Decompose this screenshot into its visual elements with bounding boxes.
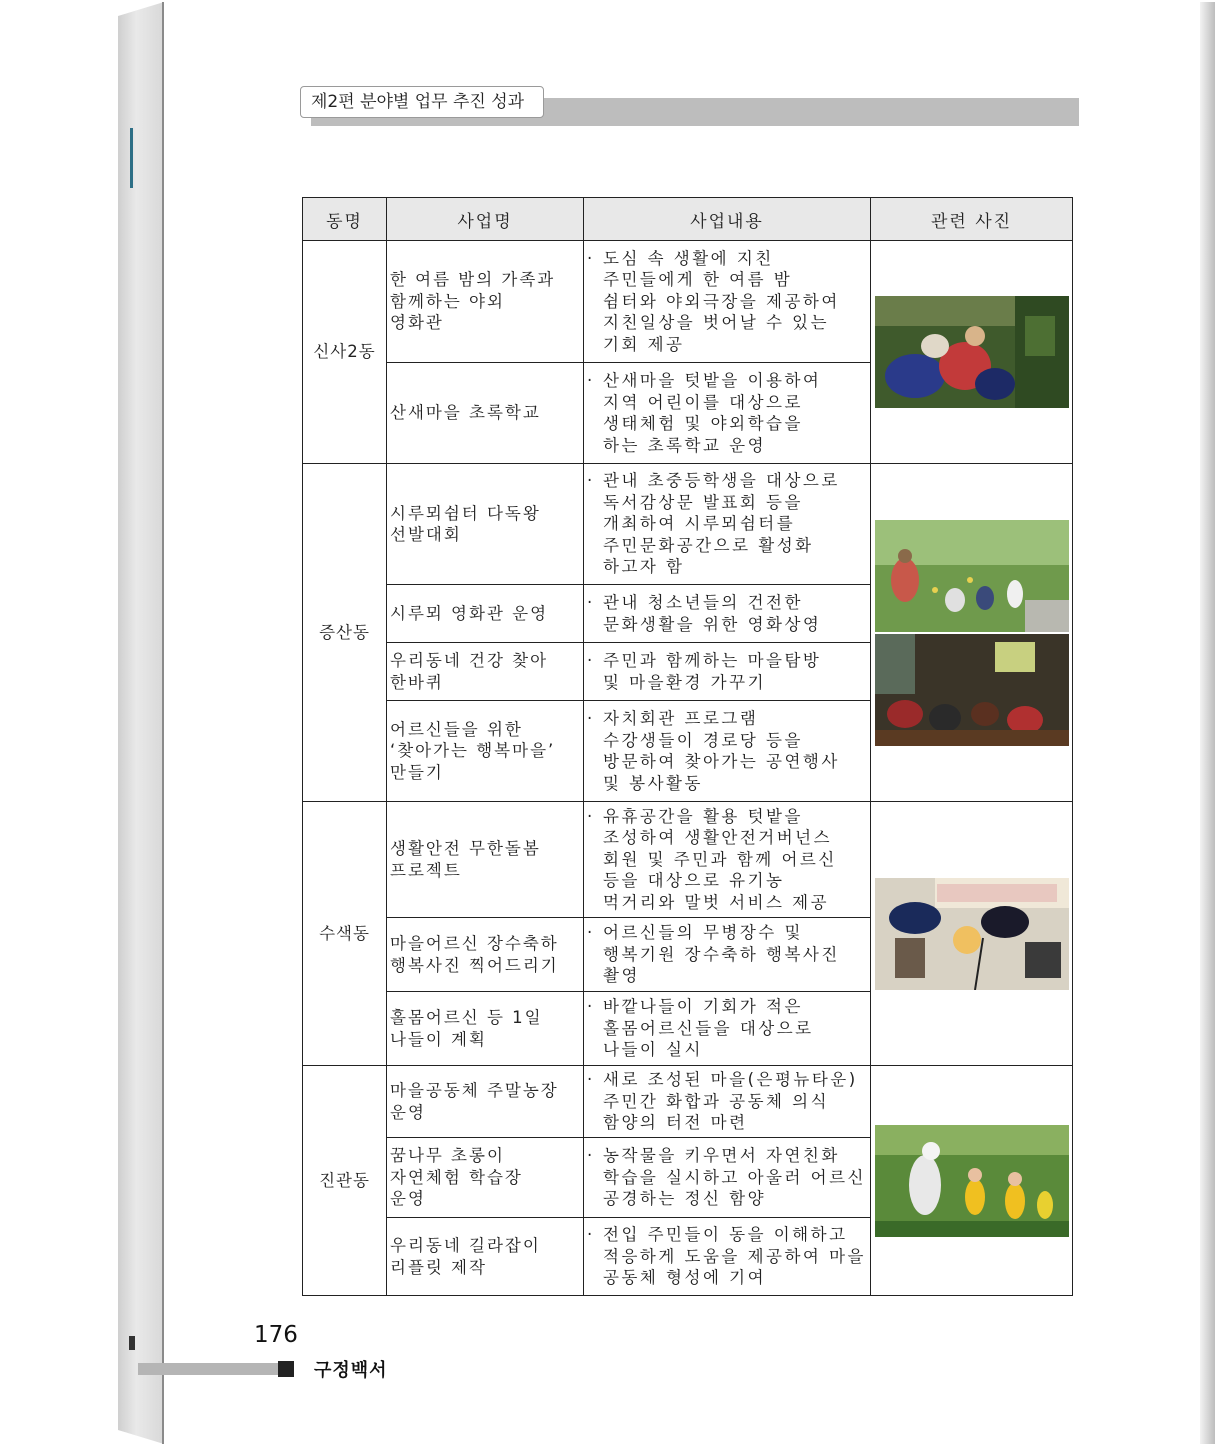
spine-footer-marker	[129, 1336, 135, 1350]
project-content-cell: · 전입 주민들이 동을 이해하고 적응하게 도움을 제공하여 마을 공동체 형성에 기여	[584, 1218, 871, 1296]
book-spine	[118, 2, 164, 1444]
page-number: 176	[254, 1322, 298, 1348]
project-name-cell: 마을어르신 장수축하 행복사진 찍어드리기	[387, 918, 584, 992]
project-name-cell: 꿈나무 초롱이 자연체험 학습장 운영	[387, 1138, 584, 1218]
project-table	[302, 197, 1073, 1296]
project-content-cell: · 산새마을 텃밭을 이용하여 지역 어린이를 대상으로 생태체험 및 야외학습을 하는 초록학교 운영	[584, 363, 871, 464]
project-name-cell: 우리동네 건강 찾아 한바퀴	[387, 643, 584, 701]
table-row	[303, 464, 1073, 585]
photo-cell	[871, 241, 1073, 464]
header-dong: 동명	[303, 198, 387, 241]
project-content-cell: · 어르신들의 무병장수 및 행복기원 장수축하 행복사진 촬영	[584, 918, 871, 992]
project-name-cell: 시루뫼 영화관 운영	[387, 585, 584, 643]
photo-cell	[871, 1066, 1073, 1296]
children-farm-photo	[875, 1125, 1069, 1237]
garden-photo	[875, 296, 1069, 408]
table-row	[303, 802, 1073, 918]
project-content-cell: · 농작물을 키우면서 자연친화 학습을 실시하고 아울러 어르신 공경하는 정신 함양	[584, 1138, 871, 1218]
dong-cell: 신사2동	[303, 241, 387, 464]
project-content-cell: · 유휴공간을 활용 텃밭을 조성하여 생활안전거버넌스 회원 및 주민과 함께 어르신 등을 대상으로 유기농 먹거리와 말벗 서비스 제공	[584, 802, 871, 918]
project-name-cell: 시루뫼쉼터 다독왕 선발대회	[387, 464, 584, 585]
project-name-cell: 어르신들을 위한 ‘찾아가는 행복마을’ 만들기	[387, 701, 584, 802]
spine-tab-marker	[130, 128, 133, 188]
project-name-cell: 한 여름 밤의 가족과 함께하는 야외 영화관	[387, 241, 584, 363]
roadside-planting-photo	[875, 520, 1069, 632]
project-content-cell: · 새로 조성된 마을(은평뉴타운) 주민간 화합과 공동체 의식 함양의 터전 마련	[584, 1066, 871, 1138]
photo-cell	[871, 464, 1073, 802]
project-content-cell: · 주민과 함께하는 마을탐방 및 마을환경 가꾸기	[584, 643, 871, 701]
indoor-movie-photo	[875, 634, 1069, 746]
project-content-cell: · 관내 청소년들의 건전한 문화생활을 위한 영화상영	[584, 585, 871, 643]
project-name-cell: 우리동네 길라잡이 리플릿 제작	[387, 1218, 584, 1296]
portrait-photo-session-photo	[875, 878, 1069, 990]
dong-cell: 진관동	[303, 1066, 387, 1296]
project-content-cell: · 관내 초중등학생을 대상으로 독서감상문 발표회 등을 개최하여 시루뫼쉼터를 주민문화공간으로 활성화 하고자 함	[584, 464, 871, 585]
footer-bar	[138, 1363, 278, 1375]
project-content-cell: · 바깥나들이 기회가 적은 홀몸어르신들을 대상으로 나들이 실시	[584, 992, 871, 1066]
project-name-cell: 마을공동체 주말농장 운영	[387, 1066, 584, 1138]
project-content-cell: · 도심 속 생활에 지친 주민들에게 한 여름 밤 쉼터와 야외극장을 제공하여 지친일상을 벗어날 수 있는 기회 제공	[584, 241, 871, 363]
dong-cell: 증산동	[303, 464, 387, 802]
project-name-cell: 산새마을 초록학교	[387, 363, 584, 464]
table-header-row	[303, 198, 1073, 241]
page-right-edge	[1200, 2, 1215, 1444]
footer-block	[278, 1361, 294, 1377]
project-content-cell: · 자치회관 프로그램 수강생들이 경로당 등을 방문하여 찾아가는 공연행사 및 봉사활동	[584, 701, 871, 802]
header-related-photo: 관련 사진	[871, 198, 1073, 241]
project-name-cell: 생활안전 무한돌봄 프로젝트	[387, 802, 584, 918]
project-name-cell: 홀몸어르신 등 1일 나들이 계획	[387, 992, 584, 1066]
header-project-content: 사업내용	[584, 198, 871, 241]
book-title: 구정백서	[314, 1360, 388, 1381]
header-project-name: 사업명	[387, 198, 584, 241]
photo-cell	[871, 802, 1073, 1066]
section-header-tab: 제2편 분야별 업무 추진 성과	[300, 86, 544, 118]
table-row	[303, 241, 1073, 363]
table-row	[303, 1066, 1073, 1138]
dong-cell: 수색동	[303, 802, 387, 1066]
